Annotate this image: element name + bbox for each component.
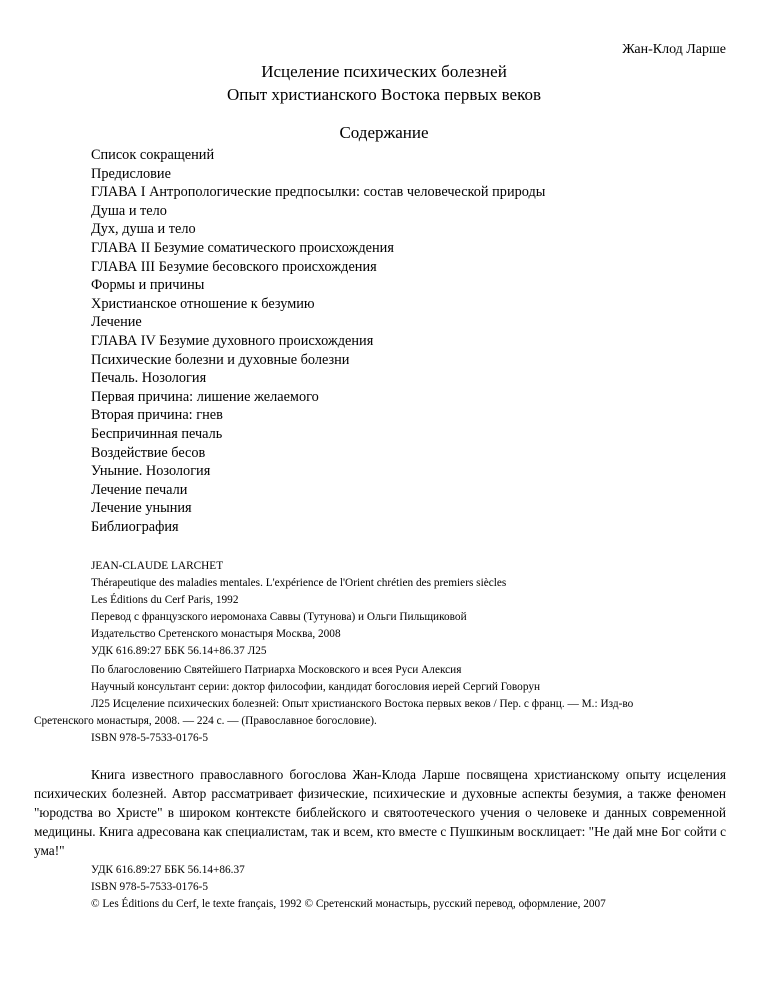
toc-item: Лечение уныния	[91, 500, 192, 517]
book-title: Исцеление психических болезней	[261, 62, 507, 81]
toc-item: Лечение	[91, 314, 142, 331]
toc-item: Формы и причины	[91, 277, 205, 294]
toc-item: Психические болезни и духовные болезни	[91, 351, 350, 368]
consultant-line: Научный консультант серии: доктор философии, кандидат богословия иерей Сергий Говорун	[91, 681, 541, 693]
toc-item: Лечение печали	[91, 481, 188, 498]
publication-line: Thérapeutique des maladies mentales. L'expérience de l'Orient chrétien des premiers siècles	[91, 577, 507, 589]
toc-item: ГЛАВА I Антропологические предпосылки: состав человеческой природы	[91, 184, 546, 201]
toc-item: Душа и тело	[91, 202, 167, 219]
book-subtitle: Опыт христианского Востока первых веков	[226, 85, 542, 104]
toc-item: Список сокращений	[91, 147, 215, 163]
toc-item: Вторая причина: гнев	[91, 407, 223, 424]
toc-item: Дух, душа и тело	[91, 221, 196, 238]
toc-item: Уныние. Нозология	[91, 463, 211, 480]
colophon-line: УДК 616.89:27 ББК 56.14+86.37	[91, 864, 245, 876]
table-of-contents	[91, 146, 545, 536]
colophon-line: © Les Éditions du Cerf, le texte français, 1992 © Сретенский монастырь, русский перевод, оформление, 2007	[91, 898, 606, 910]
publication-line: УДК 616.89:27 ББК 56.14+86.37 Л25	[91, 645, 267, 657]
publication-line: Перевод с французского иеромонаха Саввы (Тутунова) и Ольги Пильщиковой	[91, 611, 467, 623]
author-name: Жан-Клод Ларше	[622, 42, 726, 57]
toc-item: ГЛАВА II Безумие соматического происхождения	[91, 239, 394, 256]
publication-info	[91, 558, 506, 660]
publication-line: JEAN-CLAUDE LARCHET	[91, 560, 224, 572]
toc-item: Беспричинная печаль	[91, 425, 223, 442]
toc-item: Библиография	[91, 518, 179, 535]
toc-item: Воздействие бесов	[91, 444, 206, 461]
toc-item: ГЛАВА IV Безумие духовного происхождения	[91, 332, 374, 349]
blessing-block	[0, 662, 768, 747]
toc-item: Христианское отношение к безумию	[91, 295, 315, 312]
isbn-line: ISBN 978-5-7533-0176-5	[91, 732, 209, 744]
book-abstract: Книга известного православного богослова Жан-Клода Ларше посвящена христианскому опыту исцеления психических болезней. Автор рассматривает физические, психические и духовные аспекты безумия, а также феномен "юродства во Христе" в широком контексте библейского и святоотеческого учения о человеке и данных современной медицины. Книга адресована как специалистам, так и всем, кто вместе с Пушкиным восклицает: "Не дай мне Бог сойти с ума!"	[34, 767, 726, 858]
toc-item: Печаль. Нозология	[91, 370, 207, 387]
contents-heading: Содержание	[339, 123, 429, 142]
publication-line: Les Éditions du Cerf Paris, 1992	[91, 594, 239, 606]
colophon-line: ISBN 978-5-7533-0176-5	[91, 881, 209, 893]
catalog-record-continued: Сретенского монастыря, 2008. — 224 с. — (Православное богословие).	[34, 715, 377, 727]
blessing-line: По благословению Святейшего Патриарха Московского и всея Руси Алексия	[91, 664, 462, 676]
colophon	[91, 862, 606, 913]
toc-item: Первая причина: лишение желаемого	[91, 388, 319, 405]
catalog-record: Л25 Исцеление психических болезней: Опыт христианского Востока первых веков / Пер. с франц. — М.: Изд-во	[91, 698, 634, 710]
publication-line: Издательство Сретенского монастыря Москва, 2008	[91, 628, 341, 640]
toc-item: Предисловие	[91, 165, 171, 182]
toc-item: ГЛАВА III Безумие бесовского происхождения	[91, 258, 377, 275]
